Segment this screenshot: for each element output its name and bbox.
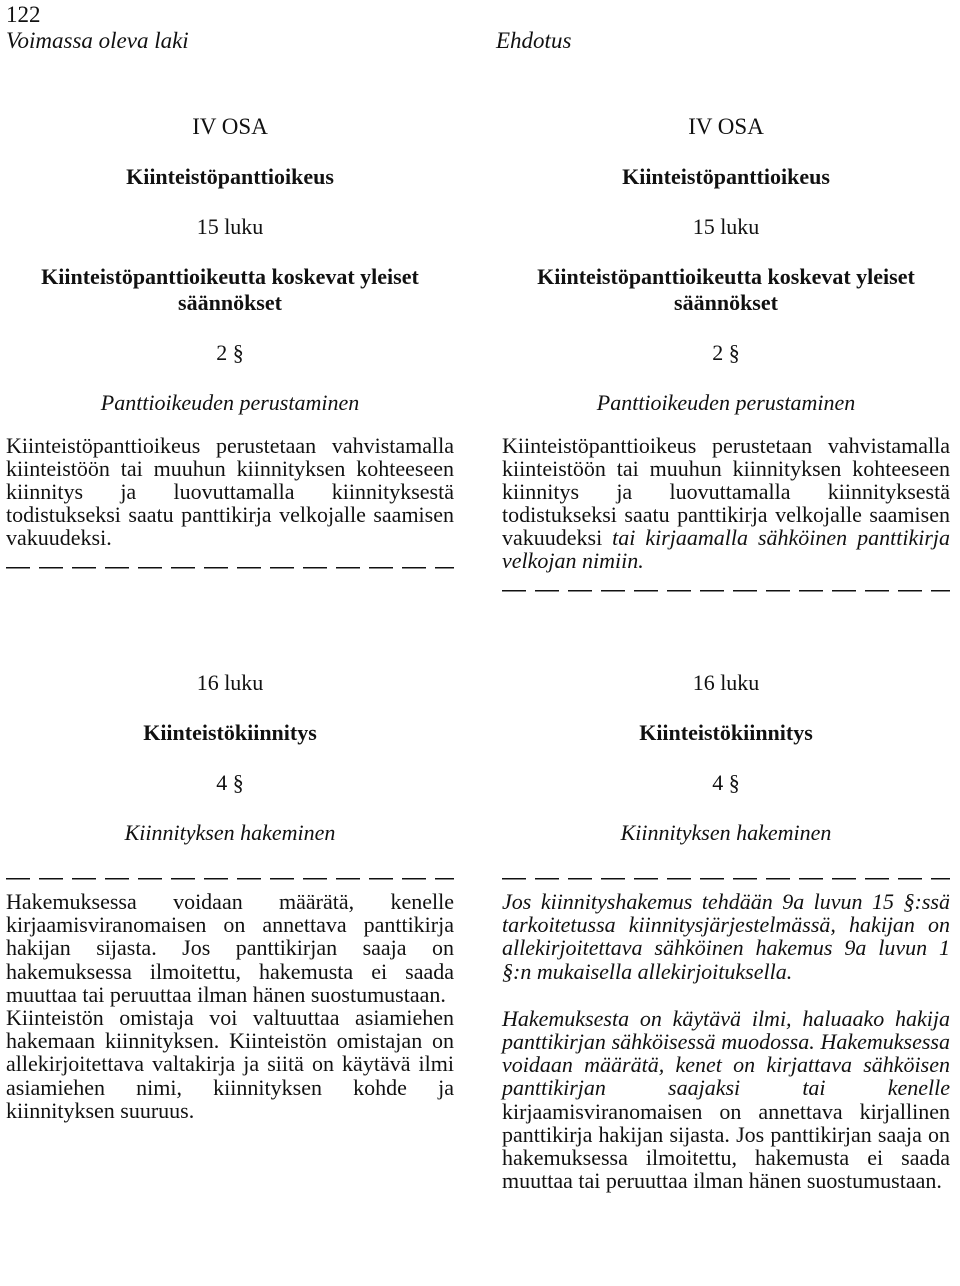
current-law-heading: Voimassa oleva laki <box>6 28 189 53</box>
proposal-column-chapter-15 <box>502 108 950 596</box>
paragraph-2 <box>502 1007 950 1193</box>
part-title: Kiinteistöpanttioikeus <box>126 164 334 189</box>
section-text <box>502 434 950 572</box>
chapter-heading: 16 luku <box>196 670 264 695</box>
chapter-title: Kiinteistökiinnitys <box>639 720 813 745</box>
paragraph-2-unchanged: kirjaamisviranomaisen on annettava kirjallinen panttikirja hakijan sijasta. Jos panttikirjan saaja on hakemuksessa ilmoitettu, hakemusta ei saada muuttaa tai peruuttaa ilman hänen suostumustaan. <box>502 1098 950 1194</box>
part-title: Kiinteistöpanttioikeus <box>622 164 830 189</box>
paragraph-1: Jos kiinnityshakemus tehdään 9a luvun 15 §:ssä tarkoitetussa kiinnitysjärjestelmässä, hakijan on allekirjoitettava sähköinen hakemus 9a luvun 1 §:n mukaisella allekirjoituksella. <box>502 889 950 984</box>
page-number: 122 <box>6 2 41 27</box>
paragraph-2-amendment: Hakemuksesta on käytävä ilmi, haluaako hakija panttikirjan sähköisessä muodossa. Hakemuksessa voidaan määrätä, kenet on kirjattava sähköisen panttikirjan saajaksi tai kenelle <box>502 1005 950 1101</box>
chapter-heading: 16 luku <box>692 670 760 695</box>
current-law-column-chapter-16 <box>6 670 454 1122</box>
section-text-unchanged: Kiinteistöpanttioikeus perustetaan vahvistamalla kiinteistöön tai muuhun kiinnityksen kohteeseen kiinnitys ja luovuttamalla kiinnityksestä todistukseksi saatu panttikirja velkojalle saamisen vakuudeksi <box>502 433 950 550</box>
section-heading: 4 § <box>712 770 740 795</box>
section-heading: 2 § <box>712 340 740 365</box>
chapter-heading: 15 luku <box>196 214 264 239</box>
section-heading: 2 § <box>216 340 244 365</box>
proposal-heading: Ehdotus <box>496 28 572 53</box>
section-title: Panttioikeuden perustaminen <box>596 390 856 415</box>
section-text-amendment: tai kirjaamalla sähköinen panttikirja velkojan nimiin. <box>502 525 950 573</box>
current-law-column-chapter-15 <box>6 108 454 573</box>
section-title: Kiinnityksen hakeminen <box>124 820 336 845</box>
proposal-column-chapter-16 <box>502 670 950 1192</box>
paragraph-1: Hakemuksessa voidaan määrätä, kenelle kirjaamisviranomaisen on annettava panttikirja hakijan sijasta. Jos panttikirjan saaja on hakemuksessa ilmoitettu, hakemusta ei saada muuttaa tai peruuttaa ilman hänen suostumustaan. <box>6 889 454 1007</box>
omission-dashes <box>502 864 950 884</box>
paragraph-2: Kiinteistön omistaja voi valtuuttaa asiamiehen hakemaan kiinnityksen. Kiinteistön omistajan on allekirjoitettava valtakirja ja siitä on käytävä ilmi asiamiehen nimi, kiinnityksen kohde ja kiinnityksen suuruus. <box>6 1005 454 1123</box>
chapter-title: Kiinteistökiinnitys <box>143 720 317 745</box>
omission-dashes <box>6 864 454 884</box>
section-text: Kiinteistöpanttioikeus perustetaan vahvistamalla kiinteistöön tai muuhun kiinnityksen kohteeseen kiinnitys ja luovuttamalla kiinnityksestä todistukseksi saatu panttikirja velkojalle saamisen vakuudeksi. <box>6 433 454 550</box>
chapter-heading: 15 luku <box>692 214 760 239</box>
part-heading: IV OSA <box>688 114 764 139</box>
omission-dashes <box>502 576 950 596</box>
section-heading: 4 § <box>216 770 244 795</box>
omission-dashes <box>6 553 454 573</box>
section-title: Panttioikeuden perustaminen <box>100 390 360 415</box>
chapter-title: Kiinteistöpanttioikeutta koskevat yleiset säännökset <box>537 264 915 315</box>
section-title: Kiinnityksen hakeminen <box>620 820 832 845</box>
part-heading: IV OSA <box>192 114 268 139</box>
chapter-title: Kiinteistöpanttioikeutta koskevat yleiset säännökset <box>41 264 419 315</box>
